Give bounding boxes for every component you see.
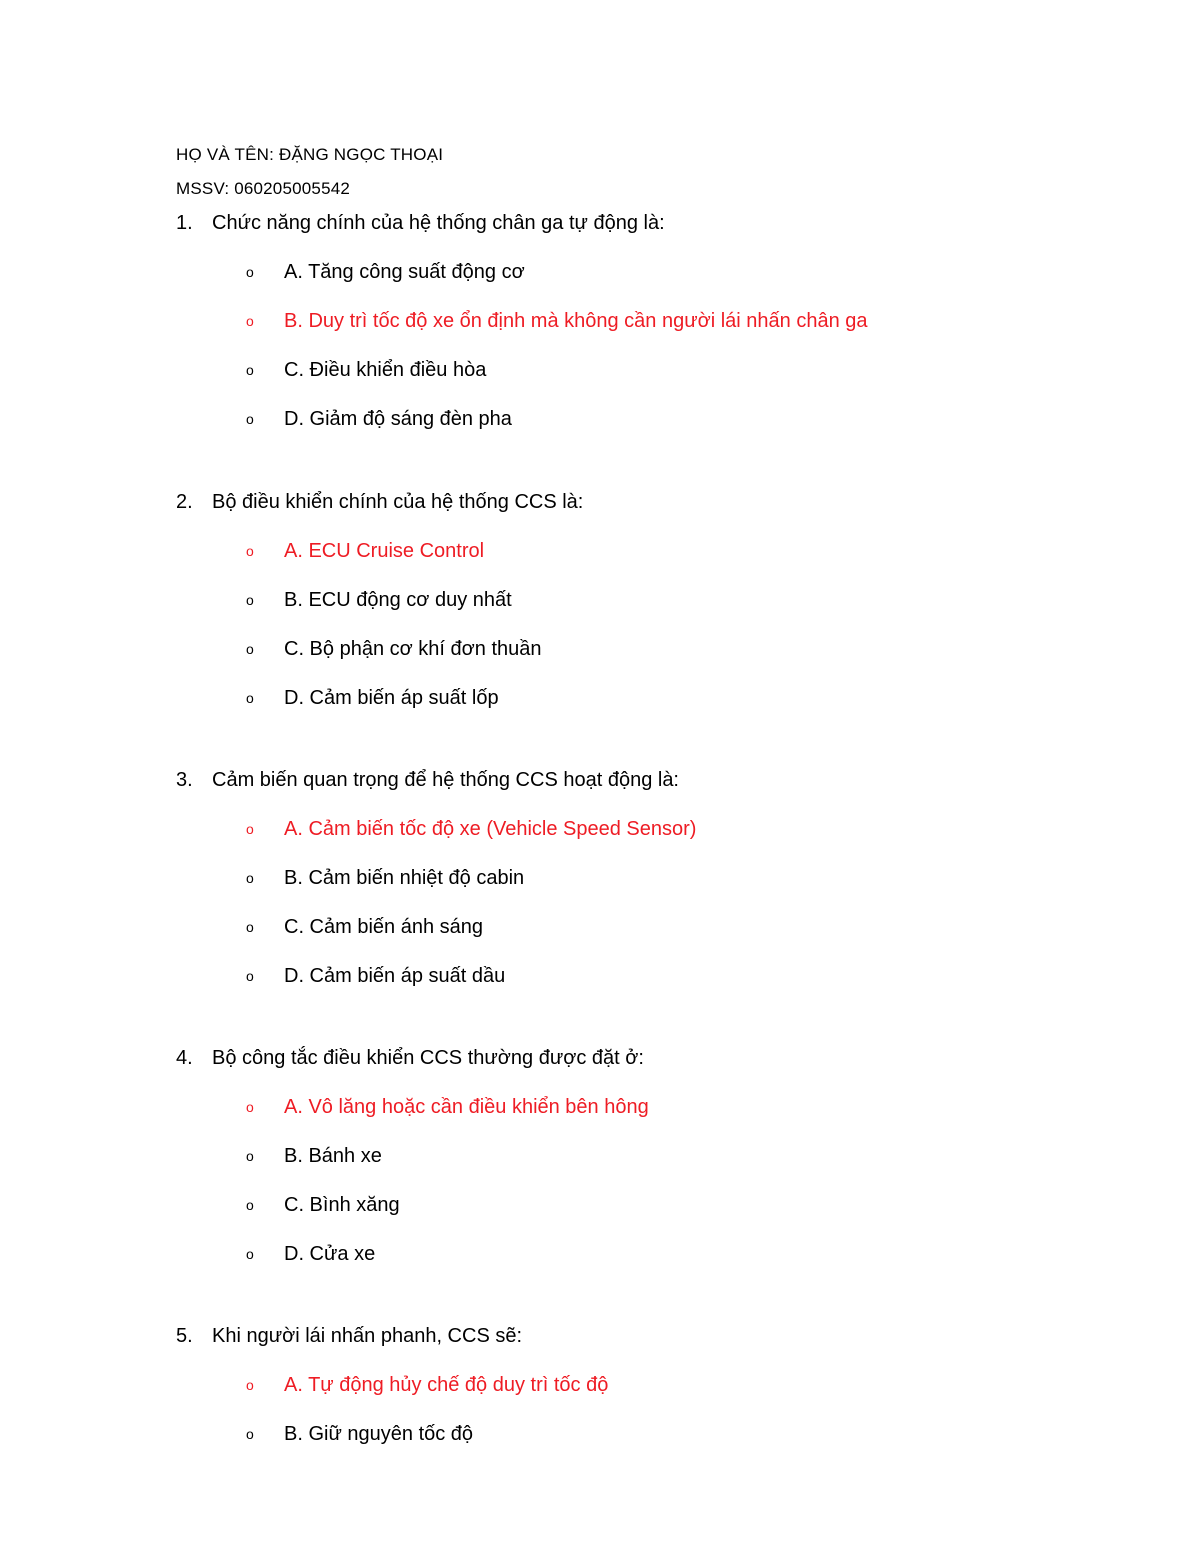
correct-answer-option [246, 1096, 649, 1119]
question-number: 3. [176, 769, 193, 791]
option-text: A. Vô lăng hoặc cần điều khiển bên hông [284, 1096, 649, 1118]
answer-option [246, 1194, 400, 1217]
answer-option [246, 589, 512, 612]
question-5 [176, 1325, 522, 1348]
option-text: B. Bánh xe [284, 1145, 382, 1167]
bullet-icon: o [246, 591, 254, 608]
answer-option [246, 867, 524, 890]
bullet-icon: o [246, 967, 254, 984]
question-number: 1. [176, 212, 193, 234]
option-text: A. Tự động hủy chế độ duy trì tốc độ [284, 1374, 609, 1396]
option-text: C. Điều khiển điều hòa [284, 359, 487, 381]
question-number: 2. [176, 491, 193, 513]
option-text: A. Tăng công suất động cơ [284, 261, 525, 283]
bullet-icon: o [246, 1098, 254, 1115]
bullet-icon: o [246, 263, 254, 280]
bullet-icon: o [246, 542, 254, 559]
student-id-line: MSSV: 060205005542 [176, 179, 351, 198]
answer-option [246, 359, 486, 382]
correct-answer-option [246, 1374, 608, 1397]
bullet-icon: o [246, 820, 254, 837]
bullet-icon: o [246, 361, 254, 378]
bullet-icon: o [246, 1376, 254, 1393]
student-name-line: HỌ VÀ TÊN: ĐẶNG NGỌC THOẠI [176, 145, 444, 164]
answer-option [246, 408, 512, 431]
question-text: Khi người lái nhấn phanh, CCS sẽ: [212, 1325, 523, 1347]
question-text: Cảm biến quan trọng để hệ thống CCS hoạt động là: [212, 769, 679, 791]
correct-answer-option [246, 310, 868, 333]
answer-option [246, 687, 499, 710]
question-3 [176, 769, 679, 792]
correct-answer-option [246, 818, 696, 841]
bullet-icon: o [246, 640, 254, 657]
bullet-icon: o [246, 689, 254, 706]
bullet-icon: o [246, 869, 254, 886]
option-text: C. Cảm biến ánh sáng [284, 916, 484, 938]
correct-answer-option [246, 540, 484, 563]
answer-option [246, 1145, 382, 1168]
option-text: A. ECU Cruise Control [284, 540, 485, 562]
bullet-icon: o [246, 410, 254, 427]
question-number: 4. [176, 1047, 193, 1069]
bullet-icon: o [246, 1196, 254, 1213]
option-text: D. Cửa xe [284, 1243, 376, 1265]
question-text: Bộ điều khiển chính của hệ thống CCS là: [212, 491, 584, 513]
bullet-icon: o [246, 1147, 254, 1164]
answer-option [246, 638, 542, 661]
option-text: C. Bình xăng [284, 1194, 400, 1216]
bullet-icon: o [246, 1245, 254, 1262]
question-2 [176, 491, 583, 514]
question-4 [176, 1047, 644, 1070]
bullet-icon: o [246, 918, 254, 935]
answer-option [246, 261, 525, 284]
answer-option [246, 1243, 375, 1266]
option-text: D. Cảm biến áp suất dầu [284, 965, 506, 987]
option-text: D. Giảm độ sáng đèn pha [284, 408, 512, 430]
option-text: A. Cảm biến tốc độ xe (Vehicle Speed Sensor) [284, 818, 697, 840]
option-text: B. ECU động cơ duy nhất [284, 589, 512, 611]
option-text: B. Giữ nguyên tốc độ [284, 1423, 474, 1445]
answer-option [246, 916, 483, 939]
question-text: Bộ công tắc điều khiển CCS thường được đặt ở: [212, 1047, 644, 1069]
option-text: C. Bộ phận cơ khí đơn thuần [284, 638, 542, 660]
bullet-icon: o [246, 1425, 254, 1442]
answer-option [246, 965, 505, 988]
bullet-icon: o [246, 312, 254, 329]
option-text: B. Duy trì tốc độ xe ổn định mà không cần người lái nhấn chân ga [284, 310, 868, 332]
option-text: B. Cảm biến nhiệt độ cabin [284, 867, 525, 889]
question-1 [176, 212, 665, 235]
answer-option [246, 1423, 473, 1446]
question-text: Chức năng chính của hệ thống chân ga tự động là: [212, 212, 665, 234]
question-number: 5. [176, 1325, 193, 1347]
option-text: D. Cảm biến áp suất lốp [284, 687, 499, 709]
